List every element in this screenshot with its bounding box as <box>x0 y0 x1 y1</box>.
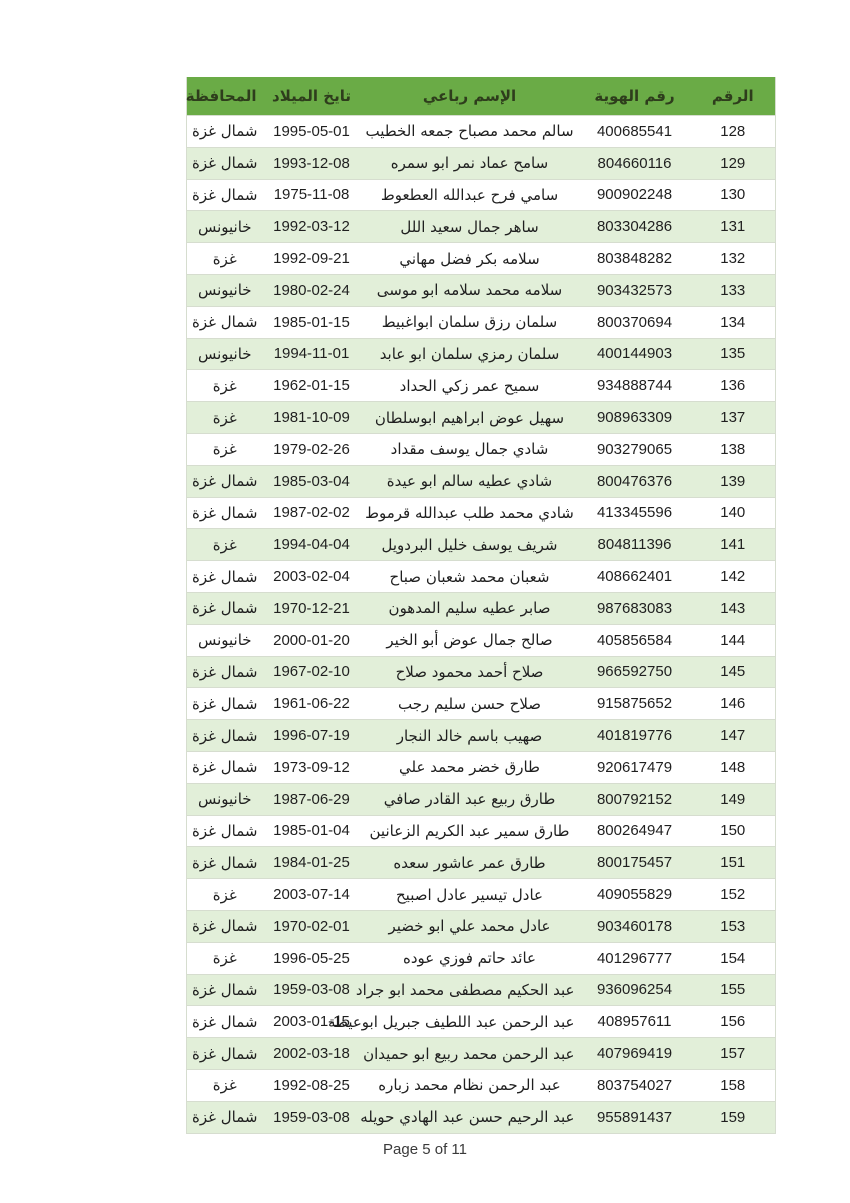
cell-birth-date: 1984-01-25 <box>263 847 361 879</box>
cell-num: 155 <box>691 974 776 1006</box>
cell-name: طارق ربيع عبد القادر صافي <box>361 783 579 815</box>
column-header-birth-date: تايخ الميلاد <box>263 77 361 116</box>
cell-name: سامح عماد نمر ابو سمره <box>361 147 579 179</box>
cell-birth-date: 1959-03-08 <box>263 974 361 1006</box>
cell-birth-date: 1993-12-08 <box>263 147 361 179</box>
cell-id-number: 413345596 <box>579 497 691 529</box>
cell-num: 131 <box>691 211 776 243</box>
cell-governorate: غزة <box>187 433 263 465</box>
cell-name: طارق سمير عبد الكريم الزعانين <box>361 815 579 847</box>
cell-id-number: 407969419 <box>579 1038 691 1070</box>
cell-id-number: 803304286 <box>579 211 691 243</box>
cell-birth-date: 1992-03-12 <box>263 211 361 243</box>
table-row <box>187 211 776 243</box>
cell-num: 129 <box>691 147 776 179</box>
cell-name: ساهر جمال سعيد اللل <box>361 211 579 243</box>
cell-birth-date: 1961-06-22 <box>263 688 361 720</box>
cell-id-number: 804660116 <box>579 147 691 179</box>
cell-num: 128 <box>691 116 776 148</box>
cell-governorate: غزة <box>187 370 263 402</box>
cell-name: شريف يوسف خليل البردويل <box>361 529 579 561</box>
table-row <box>187 116 776 148</box>
cell-id-number: 800370694 <box>579 306 691 338</box>
cell-birth-date: 1967-02-10 <box>263 656 361 688</box>
cell-birth-date: 1985-01-15 <box>263 306 361 338</box>
cell-num: 140 <box>691 497 776 529</box>
cell-num: 143 <box>691 592 776 624</box>
cell-birth-date: 1985-03-04 <box>263 465 361 497</box>
cell-name: عبد الرحمن عبد اللطيف جبريل ابوعيطة <box>361 1006 579 1038</box>
cell-id-number: 401819776 <box>579 720 691 752</box>
cell-id-number: 401296777 <box>579 942 691 974</box>
cell-id-number: 400144903 <box>579 338 691 370</box>
cell-birth-date: 1994-11-01 <box>263 338 361 370</box>
table-row <box>187 1069 776 1101</box>
cell-governorate: شمال غزة <box>187 465 263 497</box>
cell-name: عادل محمد علي ابو خضير <box>361 910 579 942</box>
cell-id-number: 405856584 <box>579 624 691 656</box>
cell-id-number: 987683083 <box>579 592 691 624</box>
cell-governorate: شمال غزة <box>187 847 263 879</box>
cell-birth-date: 1959-03-08 <box>263 1101 361 1133</box>
cell-governorate: شمال غزة <box>187 147 263 179</box>
cell-birth-date: 1996-07-19 <box>263 720 361 752</box>
table-row <box>187 1006 776 1038</box>
cell-governorate: شمال غزة <box>187 306 263 338</box>
cell-governorate: غزة <box>187 529 263 561</box>
cell-id-number: 803754027 <box>579 1069 691 1101</box>
cell-id-number: 800175457 <box>579 847 691 879</box>
cell-name: عبد الحكيم مصطفى محمد ابو جراد <box>361 974 579 1006</box>
cell-name: سميح عمر زكي الحداد <box>361 370 579 402</box>
table-row <box>187 656 776 688</box>
cell-birth-date: 2003-01-15 <box>263 1006 361 1038</box>
cell-id-number: 903432573 <box>579 274 691 306</box>
cell-num: 159 <box>691 1101 776 1133</box>
cell-num: 134 <box>691 306 776 338</box>
cell-governorate: شمال غزة <box>187 1101 263 1133</box>
cell-birth-date: 2003-07-14 <box>263 879 361 911</box>
cell-num: 130 <box>691 179 776 211</box>
table-body <box>187 116 776 1134</box>
cell-num: 154 <box>691 942 776 974</box>
cell-governorate: خانيونس <box>187 783 263 815</box>
cell-name: شادي محمد طلب عبدالله قرموط <box>361 497 579 529</box>
cell-governorate: غزة <box>187 243 263 275</box>
column-header-num: الرقم <box>691 77 776 116</box>
cell-name: صابر عطيه سليم المدهون <box>361 592 579 624</box>
cell-num: 148 <box>691 751 776 783</box>
cell-governorate: خانيونس <box>187 624 263 656</box>
cell-num: 157 <box>691 1038 776 1070</box>
table-row <box>187 306 776 338</box>
cell-num: 146 <box>691 688 776 720</box>
table-row <box>187 592 776 624</box>
cell-id-number: 409055829 <box>579 879 691 911</box>
cell-num: 135 <box>691 338 776 370</box>
cell-id-number: 408957611 <box>579 1006 691 1038</box>
cell-num: 158 <box>691 1069 776 1101</box>
cell-num: 139 <box>691 465 776 497</box>
table-row <box>187 879 776 911</box>
cell-name: سامي فرح عبدالله العطعوط <box>361 179 579 211</box>
cell-name: عبد الرحمن محمد ربيع ابو حميدان <box>361 1038 579 1070</box>
cell-num: 147 <box>691 720 776 752</box>
cell-id-number: 903279065 <box>579 433 691 465</box>
cell-num: 142 <box>691 561 776 593</box>
table-row <box>187 465 776 497</box>
table-row <box>187 338 776 370</box>
cell-name: صهيب باسم خالد النجار <box>361 720 579 752</box>
table-row <box>187 815 776 847</box>
cell-birth-date: 1970-02-01 <box>263 910 361 942</box>
cell-id-number: 908963309 <box>579 402 691 434</box>
cell-birth-date: 1992-08-25 <box>263 1069 361 1101</box>
column-header-name: الإسم رباعي <box>361 77 579 116</box>
cell-birth-date: 1992-09-21 <box>263 243 361 275</box>
cell-birth-date: 2003-02-04 <box>263 561 361 593</box>
cell-name: شادي جمال يوسف مقداد <box>361 433 579 465</box>
cell-name: صلاح أحمد محمود صلاح <box>361 656 579 688</box>
cell-num: 137 <box>691 402 776 434</box>
cell-name: طارق خضر محمد علي <box>361 751 579 783</box>
cell-governorate: شمال غزة <box>187 1006 263 1038</box>
table-row <box>187 529 776 561</box>
cell-birth-date: 1962-01-15 <box>263 370 361 402</box>
table-row <box>187 1038 776 1070</box>
cell-id-number: 955891437 <box>579 1101 691 1133</box>
cell-birth-date: 1994-04-04 <box>263 529 361 561</box>
cell-name: عبد الرحيم حسن عبد الهادي حويله <box>361 1101 579 1133</box>
cell-id-number: 966592750 <box>579 656 691 688</box>
cell-birth-date: 1973-09-12 <box>263 751 361 783</box>
roster-table <box>186 77 776 1134</box>
cell-num: 156 <box>691 1006 776 1038</box>
cell-governorate: غزة <box>187 942 263 974</box>
cell-num: 138 <box>691 433 776 465</box>
table-row <box>187 497 776 529</box>
cell-governorate: غزة <box>187 879 263 911</box>
cell-num: 149 <box>691 783 776 815</box>
cell-governorate: شمال غزة <box>187 974 263 1006</box>
cell-governorate: خانيونس <box>187 338 263 370</box>
cell-governorate: شمال غزة <box>187 592 263 624</box>
cell-governorate: شمال غزة <box>187 720 263 752</box>
cell-governorate: شمال غزة <box>187 497 263 529</box>
cell-name: سلمان رمزي سلمان ابو عابد <box>361 338 579 370</box>
cell-name: سهيل عوض ابراهيم ابوسلطان <box>361 402 579 434</box>
cell-governorate: شمال غزة <box>187 815 263 847</box>
cell-id-number: 920617479 <box>579 751 691 783</box>
cell-governorate: شمال غزة <box>187 910 263 942</box>
cell-name: عبد الرحمن نظام محمد زباره <box>361 1069 579 1101</box>
cell-birth-date: 1985-01-04 <box>263 815 361 847</box>
cell-governorate: شمال غزة <box>187 751 263 783</box>
cell-num: 144 <box>691 624 776 656</box>
cell-birth-date: 1975-11-08 <box>263 179 361 211</box>
page-number: Page 5 of 11 <box>383 1141 467 1158</box>
column-header-id-number: رقم الهوية <box>579 77 691 116</box>
cell-num: 132 <box>691 243 776 275</box>
cell-name: سلامه محمد سلامه ابو موسى <box>361 274 579 306</box>
cell-birth-date: 1970-12-21 <box>263 592 361 624</box>
cell-governorate: خانيونس <box>187 274 263 306</box>
cell-id-number: 804811396 <box>579 529 691 561</box>
table-row <box>187 402 776 434</box>
table-header <box>187 77 776 116</box>
table-row <box>187 561 776 593</box>
table-row <box>187 783 776 815</box>
cell-num: 153 <box>691 910 776 942</box>
cell-birth-date: 1987-02-02 <box>263 497 361 529</box>
cell-governorate: غزة <box>187 402 263 434</box>
cell-id-number: 934888744 <box>579 370 691 402</box>
table-row <box>187 147 776 179</box>
table-row <box>187 274 776 306</box>
cell-name: صلاح حسن سليم رجب <box>361 688 579 720</box>
cell-governorate: شمال غزة <box>187 688 263 720</box>
cell-governorate: شمال غزة <box>187 656 263 688</box>
table-row <box>187 243 776 275</box>
cell-birth-date: 2002-03-18 <box>263 1038 361 1070</box>
cell-birth-date: 1980-02-24 <box>263 274 361 306</box>
cell-id-number: 800264947 <box>579 815 691 847</box>
cell-num: 141 <box>691 529 776 561</box>
column-header-governorate: المحافظة <box>187 77 263 116</box>
table-row <box>187 1101 776 1133</box>
cell-governorate: شمال غزة <box>187 1038 263 1070</box>
cell-num: 150 <box>691 815 776 847</box>
cell-num: 152 <box>691 879 776 911</box>
cell-id-number: 915875652 <box>579 688 691 720</box>
cell-id-number: 803848282 <box>579 243 691 275</box>
table-row <box>187 942 776 974</box>
cell-governorate: شمال غزة <box>187 561 263 593</box>
table-row <box>187 720 776 752</box>
cell-governorate: شمال غزة <box>187 179 263 211</box>
table-row <box>187 688 776 720</box>
cell-id-number: 800476376 <box>579 465 691 497</box>
cell-birth-date: 2000-01-20 <box>263 624 361 656</box>
cell-name: شادي عطيه سالم ابو عيدة <box>361 465 579 497</box>
table-row <box>187 910 776 942</box>
cell-id-number: 408662401 <box>579 561 691 593</box>
cell-num: 136 <box>691 370 776 402</box>
cell-governorate: غزة <box>187 1069 263 1101</box>
cell-name: سلامه بكر فضل مهاني <box>361 243 579 275</box>
cell-name: سالم محمد مصباح جمعه الخطيب <box>361 116 579 148</box>
table-row <box>187 370 776 402</box>
cell-birth-date: 1987-06-29 <box>263 783 361 815</box>
cell-name: شعبان محمد شعبان صباح <box>361 561 579 593</box>
cell-id-number: 400685541 <box>579 116 691 148</box>
table-row <box>187 847 776 879</box>
cell-num: 133 <box>691 274 776 306</box>
cell-governorate: شمال غزة <box>187 116 263 148</box>
cell-name: عائد حاتم فوزي عوده <box>361 942 579 974</box>
table-row <box>187 624 776 656</box>
cell-name: سلمان رزق سلمان ابواغبيط <box>361 306 579 338</box>
cell-name: صالح جمال عوض أبو الخير <box>361 624 579 656</box>
cell-num: 145 <box>691 656 776 688</box>
cell-name: عادل تيسير عادل اصبيح <box>361 879 579 911</box>
table-row <box>187 751 776 783</box>
table-row <box>187 433 776 465</box>
header-row <box>187 77 776 116</box>
cell-id-number: 936096254 <box>579 974 691 1006</box>
table-row <box>187 179 776 211</box>
cell-birth-date: 1995-05-01 <box>263 116 361 148</box>
cell-governorate: خانيونس <box>187 211 263 243</box>
cell-id-number: 800792152 <box>579 783 691 815</box>
cell-birth-date: 1979-02-26 <box>263 433 361 465</box>
cell-id-number: 900902248 <box>579 179 691 211</box>
cell-name: طارق عمر عاشور سعده <box>361 847 579 879</box>
cell-id-number: 903460178 <box>579 910 691 942</box>
table-row <box>187 974 776 1006</box>
cell-num: 151 <box>691 847 776 879</box>
cell-birth-date: 1981-10-09 <box>263 402 361 434</box>
cell-birth-date: 1996-05-25 <box>263 942 361 974</box>
